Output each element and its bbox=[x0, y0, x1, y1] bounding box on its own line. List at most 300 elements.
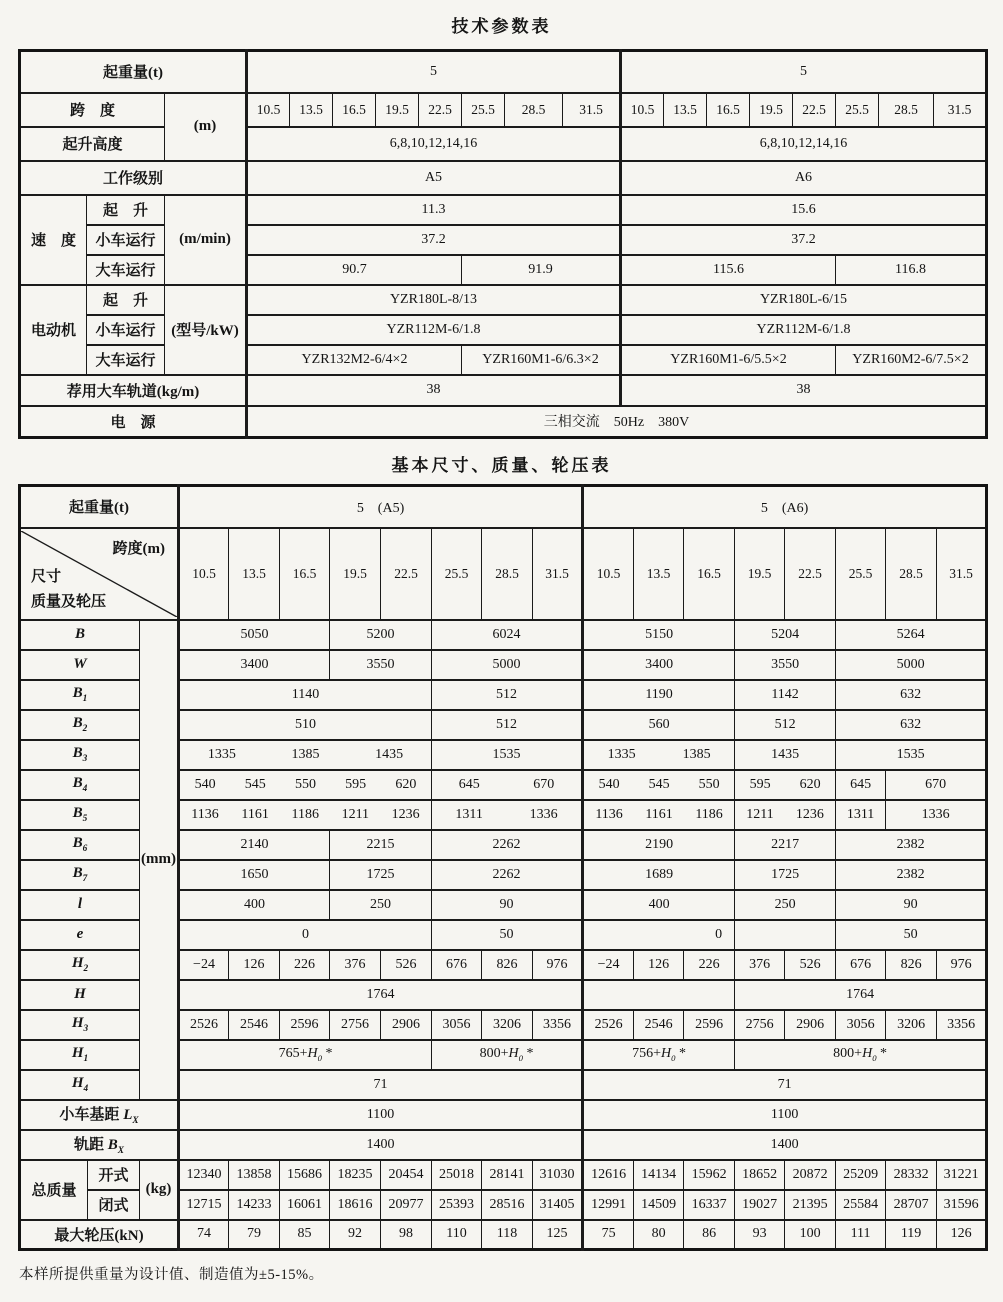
table-row bbox=[20, 285, 987, 315]
table-cell: 976 bbox=[533, 950, 583, 980]
row-label: 小车运行 bbox=[87, 315, 165, 345]
table-cell: 5150 bbox=[583, 620, 735, 650]
table-cell: 12340 bbox=[179, 1160, 229, 1190]
row-label: (mm) bbox=[140, 620, 179, 1100]
table-cell: 5000 bbox=[432, 650, 583, 680]
table-cell: 826 bbox=[482, 950, 533, 980]
table-cell: 1650 bbox=[179, 860, 330, 890]
col-header: 13.5 bbox=[229, 528, 280, 620]
cell-value: 645 bbox=[458, 776, 480, 792]
row-label: l bbox=[20, 890, 140, 920]
col-header: 25.5 bbox=[462, 93, 505, 127]
table-cell: 37.2 bbox=[621, 225, 987, 255]
table-cell: 15.6 bbox=[621, 195, 987, 225]
table-cell: 110 bbox=[432, 1220, 482, 1250]
table-cell: 2140 bbox=[179, 830, 330, 860]
dimensions-table-title: 基本尺寸、质量、轮压表 bbox=[391, 456, 612, 476]
table-cell: 1435 bbox=[735, 740, 836, 770]
cell-value: 620 bbox=[395, 776, 417, 792]
table-cell: 2596 bbox=[280, 1010, 330, 1040]
col-header: 31.5 bbox=[533, 528, 583, 620]
multi-value-cell bbox=[584, 807, 734, 823]
col-header: 22.5 bbox=[785, 528, 836, 620]
table-cell: 400 bbox=[583, 890, 735, 920]
table-cell: 3550 bbox=[735, 650, 836, 680]
table-cell: 632 bbox=[836, 680, 987, 710]
table-row bbox=[20, 51, 987, 93]
table-cell: 38 bbox=[621, 375, 987, 406]
cell-value: 1136 bbox=[595, 806, 623, 822]
col-header: 16.5 bbox=[280, 528, 330, 620]
table-cell: 1535 bbox=[432, 740, 583, 770]
row-label: $H_3$ bbox=[20, 1010, 140, 1040]
table-cell: 560 bbox=[583, 710, 735, 740]
row-label: 起重量(t) bbox=[20, 486, 179, 528]
table-cell: 111 bbox=[836, 1220, 886, 1250]
table-cell bbox=[583, 770, 735, 800]
table-cell: 125 bbox=[533, 1220, 583, 1250]
table-cell: 12616 bbox=[583, 1160, 634, 1190]
col-header: 10.5 bbox=[179, 528, 229, 620]
table-cell: 2526 bbox=[179, 1010, 229, 1040]
table-cell: $756+H_0$ * bbox=[583, 1040, 735, 1070]
table-cell: $800+H_0$ * bbox=[432, 1040, 583, 1070]
cell-value: 1336 bbox=[529, 806, 558, 822]
table-cell: YZR160M1-6/6.3×2 bbox=[462, 345, 621, 375]
table-cell bbox=[179, 800, 432, 830]
table-cell: 250 bbox=[330, 890, 432, 920]
dimensions-mass-wheel-pressure-table bbox=[18, 484, 988, 1251]
col-header: 25.5 bbox=[432, 528, 482, 620]
table-cell: A5 bbox=[247, 161, 621, 195]
table-cell: 2526 bbox=[583, 1010, 634, 1040]
row-label: W bbox=[20, 650, 140, 680]
cell-value: 545 bbox=[244, 776, 266, 792]
table-cell: 2217 bbox=[735, 830, 836, 860]
table-cell: 20454 bbox=[381, 1160, 432, 1190]
table-row bbox=[20, 195, 987, 225]
table-cell: 11.3 bbox=[247, 195, 621, 225]
cell-value: 1211 bbox=[341, 806, 370, 822]
table-cell: 3206 bbox=[886, 1010, 937, 1040]
row-label: 闭式 bbox=[88, 1190, 140, 1220]
table-cell bbox=[735, 920, 836, 950]
table-cell: 2262 bbox=[432, 860, 583, 890]
row-label: (型号/kW) bbox=[165, 285, 247, 375]
table-cell: 28707 bbox=[886, 1190, 937, 1220]
table-cell: 1140 bbox=[179, 680, 432, 710]
col-header: 28.5 bbox=[879, 93, 934, 127]
row-label: $B_1$ bbox=[20, 680, 140, 710]
table-cell: 71 bbox=[179, 1070, 583, 1100]
table-cell: 3400 bbox=[179, 650, 330, 680]
cell-value: 550 bbox=[294, 776, 316, 792]
multi-value-cell bbox=[735, 777, 835, 793]
row-label: 小车运行 bbox=[87, 225, 165, 255]
table-cell: 98 bbox=[381, 1220, 432, 1250]
col-header: 28.5 bbox=[482, 528, 533, 620]
table-cell: YZR180L-8/13 bbox=[247, 285, 621, 315]
table-cell: 376 bbox=[735, 950, 785, 980]
table-cell: 6,8,10,12,14,16 bbox=[247, 127, 621, 161]
table-cell: 28516 bbox=[482, 1190, 533, 1220]
diagonal-header-cell bbox=[20, 528, 179, 620]
table-cell: 28332 bbox=[886, 1160, 937, 1190]
col-header: 16.5 bbox=[707, 93, 750, 127]
table-cell: 50 bbox=[432, 920, 583, 950]
row-label: $B_7$ bbox=[20, 860, 140, 890]
table-row bbox=[20, 1220, 987, 1250]
row-label: $B_5$ bbox=[20, 800, 140, 830]
table-cell: 50 bbox=[836, 920, 987, 950]
col-header: 28.5 bbox=[505, 93, 563, 127]
table-cell: 2546 bbox=[229, 1010, 280, 1040]
cell-value: 550 bbox=[698, 776, 720, 792]
table-cell: 1725 bbox=[330, 860, 432, 890]
table-cell bbox=[179, 770, 432, 800]
cell-value: 1435 bbox=[375, 746, 404, 762]
cell-value: 1186 bbox=[695, 806, 723, 822]
table-cell: 126 bbox=[229, 950, 280, 980]
span-axis-label: 跨度(m) bbox=[112, 540, 165, 557]
table-cell: 20872 bbox=[785, 1160, 836, 1190]
table-cell: 1400 bbox=[179, 1130, 583, 1160]
table-cell: 31030 bbox=[533, 1160, 583, 1190]
table-cell: 13858 bbox=[229, 1160, 280, 1190]
table-cell: 3550 bbox=[330, 650, 432, 680]
table-cell: 79 bbox=[229, 1220, 280, 1250]
table-cell: A6 bbox=[621, 161, 987, 195]
row-label: $H_4$ bbox=[20, 1070, 140, 1100]
table-cell: 826 bbox=[886, 950, 937, 980]
cell-value: 1136 bbox=[191, 806, 219, 822]
row-label: (m/min) bbox=[165, 195, 247, 285]
table-cell: 31221 bbox=[937, 1160, 987, 1190]
row-label: H bbox=[20, 980, 140, 1010]
multi-value-cell bbox=[584, 777, 734, 793]
table-cell: 12991 bbox=[583, 1190, 634, 1220]
table-cell: YZR180L-6/15 bbox=[621, 285, 987, 315]
table-cell: 2382 bbox=[836, 860, 987, 890]
col-header: 31.5 bbox=[563, 93, 621, 127]
table-cell: 25393 bbox=[432, 1190, 482, 1220]
table-cell: −24 bbox=[583, 950, 634, 980]
table-cell: 85 bbox=[280, 1220, 330, 1250]
row-label: 起重量(t) bbox=[20, 51, 247, 93]
col-header: 25.5 bbox=[836, 93, 879, 127]
table-cell: −24 bbox=[179, 950, 229, 980]
row-label: 总质量 bbox=[20, 1160, 88, 1220]
table-cell: 2906 bbox=[381, 1010, 432, 1040]
table-cell: 1764 bbox=[179, 980, 583, 1010]
table-cell: 25584 bbox=[836, 1190, 886, 1220]
cell-value: 540 bbox=[598, 776, 620, 792]
table-cell: 91.9 bbox=[462, 255, 621, 285]
row-label: 电 源 bbox=[20, 406, 247, 438]
table-cell: 31405 bbox=[533, 1190, 583, 1220]
row-label: 最大轮压(kN) bbox=[20, 1220, 179, 1250]
table-cell: 126 bbox=[634, 950, 684, 980]
row-label: 起 升 bbox=[87, 285, 165, 315]
table-cell: 1764 bbox=[735, 980, 987, 1010]
table-row bbox=[20, 1160, 987, 1190]
table-cell: 93 bbox=[735, 1220, 785, 1250]
table-cell: 21395 bbox=[785, 1190, 836, 1220]
row-label: $B_2$ bbox=[20, 710, 140, 740]
table-cell: 2906 bbox=[785, 1010, 836, 1040]
table-cell: 75 bbox=[583, 1220, 634, 1250]
col-header: 19.5 bbox=[376, 93, 419, 127]
table-cell: YZR112M-6/1.8 bbox=[621, 315, 987, 345]
cell-value: 545 bbox=[648, 776, 670, 792]
technical-parameters-table bbox=[18, 49, 988, 439]
table-cell: 1100 bbox=[583, 1100, 987, 1130]
table-row bbox=[20, 1130, 987, 1160]
table-cell: 80 bbox=[634, 1220, 684, 1250]
row-label: 电动机 bbox=[20, 285, 87, 375]
table-cell: 976 bbox=[937, 950, 987, 980]
table-cell: 6,8,10,12,14,16 bbox=[621, 127, 987, 161]
table-cell: 14509 bbox=[634, 1190, 684, 1220]
table-cell: 5200 bbox=[330, 620, 432, 650]
diagonal-split-cell bbox=[21, 531, 177, 617]
table-cell: 2596 bbox=[684, 1010, 735, 1040]
col-header: 22.5 bbox=[793, 93, 836, 127]
row-label: 跨 度 bbox=[20, 93, 165, 127]
row-label: 轨距 $B_X$ bbox=[20, 1130, 179, 1160]
table-cell: 25018 bbox=[432, 1160, 482, 1190]
cell-value: 670 bbox=[533, 776, 555, 792]
table-cell: 119 bbox=[886, 1220, 937, 1250]
table-cell: 1311 bbox=[836, 800, 886, 830]
table-cell: 90 bbox=[432, 890, 583, 920]
table-row bbox=[20, 528, 987, 620]
table-cell bbox=[432, 770, 583, 800]
table-cell: YZR160M2-6/7.5×2 bbox=[836, 345, 987, 375]
col-header: 13.5 bbox=[664, 93, 707, 127]
table-cell: 0 bbox=[583, 920, 735, 950]
table-row bbox=[20, 486, 987, 528]
cell-value: 1385 bbox=[682, 746, 711, 762]
row-label: $B_4$ bbox=[20, 770, 140, 800]
col-header: 13.5 bbox=[634, 528, 684, 620]
table-cell: 676 bbox=[432, 950, 482, 980]
table-cell: YZR112M-6/1.8 bbox=[247, 315, 621, 345]
cell-value: 1335 bbox=[207, 746, 236, 762]
table-cell: 632 bbox=[836, 710, 987, 740]
cell-value: 595 bbox=[749, 776, 771, 792]
table-cell: 5 bbox=[621, 51, 987, 93]
table-cell: 3056 bbox=[432, 1010, 482, 1040]
cell-value: 1211 bbox=[746, 806, 774, 822]
table-cell: 74 bbox=[179, 1220, 229, 1250]
row-label: 小车基距 $L_X$ bbox=[20, 1100, 179, 1130]
cell-value: 1236 bbox=[391, 806, 420, 822]
table-cell: 676 bbox=[836, 950, 886, 980]
table-cell: 86 bbox=[684, 1220, 735, 1250]
table-cell: 15686 bbox=[280, 1160, 330, 1190]
table-cell: 115.6 bbox=[621, 255, 836, 285]
col-header: 22.5 bbox=[381, 528, 432, 620]
col-header: 19.5 bbox=[750, 93, 793, 127]
table-cell: 526 bbox=[785, 950, 836, 980]
table-cell: 18652 bbox=[735, 1160, 785, 1190]
table-cell: 226 bbox=[684, 950, 735, 980]
col-header: 10.5 bbox=[247, 93, 290, 127]
multi-value-cell bbox=[584, 747, 734, 763]
table-cell bbox=[735, 800, 836, 830]
table-cell: 512 bbox=[432, 710, 583, 740]
table-row bbox=[20, 406, 987, 438]
multi-value-cell bbox=[735, 807, 835, 823]
table-cell: 645 bbox=[836, 770, 886, 800]
row-label: 速 度 bbox=[20, 195, 87, 285]
table-cell: 25209 bbox=[836, 1160, 886, 1190]
cell-value: 1186 bbox=[291, 806, 319, 822]
table-cell: 1400 bbox=[583, 1130, 987, 1160]
table-cell: 400 bbox=[179, 890, 330, 920]
table-cell: 14134 bbox=[634, 1160, 684, 1190]
table-cell: 116.8 bbox=[836, 255, 987, 285]
table-cell: 2546 bbox=[634, 1010, 684, 1040]
table-cell bbox=[583, 980, 735, 1010]
row-label: 大车运行 bbox=[87, 345, 165, 375]
table-cell: 512 bbox=[432, 680, 583, 710]
row-label: (m) bbox=[165, 93, 247, 161]
cell-value: 1335 bbox=[607, 746, 636, 762]
table-cell: 2756 bbox=[735, 1010, 785, 1040]
cell-value: 1161 bbox=[241, 806, 269, 822]
cell-value: 1385 bbox=[291, 746, 320, 762]
table-cell: 三相交流 50Hz 380V bbox=[247, 406, 987, 438]
table-cell: 14233 bbox=[229, 1190, 280, 1220]
table-row bbox=[20, 375, 987, 406]
table-cell bbox=[583, 800, 735, 830]
table-cell: 1336 bbox=[886, 800, 987, 830]
cell-value: 540 bbox=[194, 776, 216, 792]
cell-value: 595 bbox=[345, 776, 367, 792]
table-cell: 3056 bbox=[836, 1010, 886, 1040]
table-cell: 3356 bbox=[937, 1010, 987, 1040]
table-cell: 5 bbox=[247, 51, 621, 93]
table-cell: 2262 bbox=[432, 830, 583, 860]
col-header: 31.5 bbox=[934, 93, 987, 127]
table-cell: 31596 bbox=[937, 1190, 987, 1220]
table-cell: 37.2 bbox=[247, 225, 621, 255]
multi-value-cell bbox=[180, 747, 431, 763]
table-cell: 16337 bbox=[684, 1190, 735, 1220]
table-cell: 5 (A6) bbox=[583, 486, 987, 528]
row-label: 开式 bbox=[88, 1160, 140, 1190]
table-cell bbox=[432, 800, 583, 830]
table-row bbox=[20, 93, 987, 127]
table-cell: 3400 bbox=[583, 650, 735, 680]
table-cell: 1535 bbox=[836, 740, 987, 770]
table-cell: 100 bbox=[785, 1220, 836, 1250]
table-cell bbox=[735, 770, 836, 800]
table-cell: 250 bbox=[735, 890, 836, 920]
table-cell: 5050 bbox=[179, 620, 330, 650]
table-cell: 118 bbox=[482, 1220, 533, 1250]
technical-parameters-title: 技术参数表 bbox=[451, 17, 552, 37]
table-cell: 126 bbox=[937, 1220, 987, 1250]
table-cell: 526 bbox=[381, 950, 432, 980]
table-cell: 512 bbox=[735, 710, 836, 740]
table-cell bbox=[179, 740, 432, 770]
table-cell: 2756 bbox=[330, 1010, 381, 1040]
table-cell: 92 bbox=[330, 1220, 381, 1250]
col-header: 13.5 bbox=[290, 93, 333, 127]
table-cell bbox=[583, 740, 735, 770]
cell-value: 1236 bbox=[795, 806, 824, 822]
table-cell: 90 bbox=[836, 890, 987, 920]
multi-value-cell bbox=[180, 807, 431, 823]
table-row bbox=[20, 161, 987, 195]
table-cell: 19027 bbox=[735, 1190, 785, 1220]
table-cell: 38 bbox=[247, 375, 621, 406]
table-cell: 1142 bbox=[735, 680, 836, 710]
table-cell: 28141 bbox=[482, 1160, 533, 1190]
table-cell: 16061 bbox=[280, 1190, 330, 1220]
row-label: B bbox=[20, 620, 140, 650]
row-label: 工作级别 bbox=[20, 161, 247, 195]
col-header: 22.5 bbox=[419, 93, 462, 127]
dimension-axis-label: 尺寸 bbox=[31, 568, 62, 585]
table-cell: 5264 bbox=[836, 620, 987, 650]
row-label: $B_3$ bbox=[20, 740, 140, 770]
table-cell: 20977 bbox=[381, 1190, 432, 1220]
table-cell: $765+H_0$ * bbox=[179, 1040, 432, 1070]
table-cell: 1725 bbox=[735, 860, 836, 890]
table-cell: 0 bbox=[179, 920, 432, 950]
table-cell: 71 bbox=[583, 1070, 987, 1100]
table-cell: 2190 bbox=[583, 830, 735, 860]
row-label: 起升高度 bbox=[20, 127, 165, 161]
table-cell: 5 (A5) bbox=[179, 486, 583, 528]
table-cell: 1689 bbox=[583, 860, 735, 890]
footnote: 本样所提供重量为设计值、制造值为±5-15%。 bbox=[19, 1267, 324, 1283]
table-cell: 1100 bbox=[179, 1100, 583, 1130]
col-header: 31.5 bbox=[937, 528, 987, 620]
table-row bbox=[20, 1100, 987, 1130]
multi-value-cell bbox=[432, 807, 581, 823]
table-cell: 5204 bbox=[735, 620, 836, 650]
col-header: 10.5 bbox=[583, 528, 634, 620]
table-cell: YZR160M1-6/5.5×2 bbox=[621, 345, 836, 375]
row-label: (kg) bbox=[140, 1160, 179, 1220]
cell-value: 620 bbox=[799, 776, 821, 792]
table-cell: 12715 bbox=[179, 1190, 229, 1220]
cell-value: 1161 bbox=[645, 806, 673, 822]
table-cell: 670 bbox=[886, 770, 987, 800]
col-header: 19.5 bbox=[735, 528, 785, 620]
table-cell: 90.7 bbox=[247, 255, 462, 285]
col-header: 16.5 bbox=[684, 528, 735, 620]
cell-value: 1311 bbox=[455, 806, 483, 822]
row-label: $H_1$ bbox=[20, 1040, 140, 1070]
row-label: 大车运行 bbox=[87, 255, 165, 285]
table-row bbox=[20, 620, 987, 650]
table-cell: 3356 bbox=[533, 1010, 583, 1040]
multi-value-cell bbox=[432, 777, 581, 793]
row-label: 荐用大车轨道(kg/m) bbox=[20, 375, 247, 406]
mass-wheel-axis-label: 质量及轮压 bbox=[31, 593, 107, 610]
table-cell: 18616 bbox=[330, 1190, 381, 1220]
table-cell: 2215 bbox=[330, 830, 432, 860]
table-cell: 1190 bbox=[583, 680, 735, 710]
table-cell: YZR132M2-6/4×2 bbox=[247, 345, 462, 375]
row-label: 起 升 bbox=[87, 195, 165, 225]
